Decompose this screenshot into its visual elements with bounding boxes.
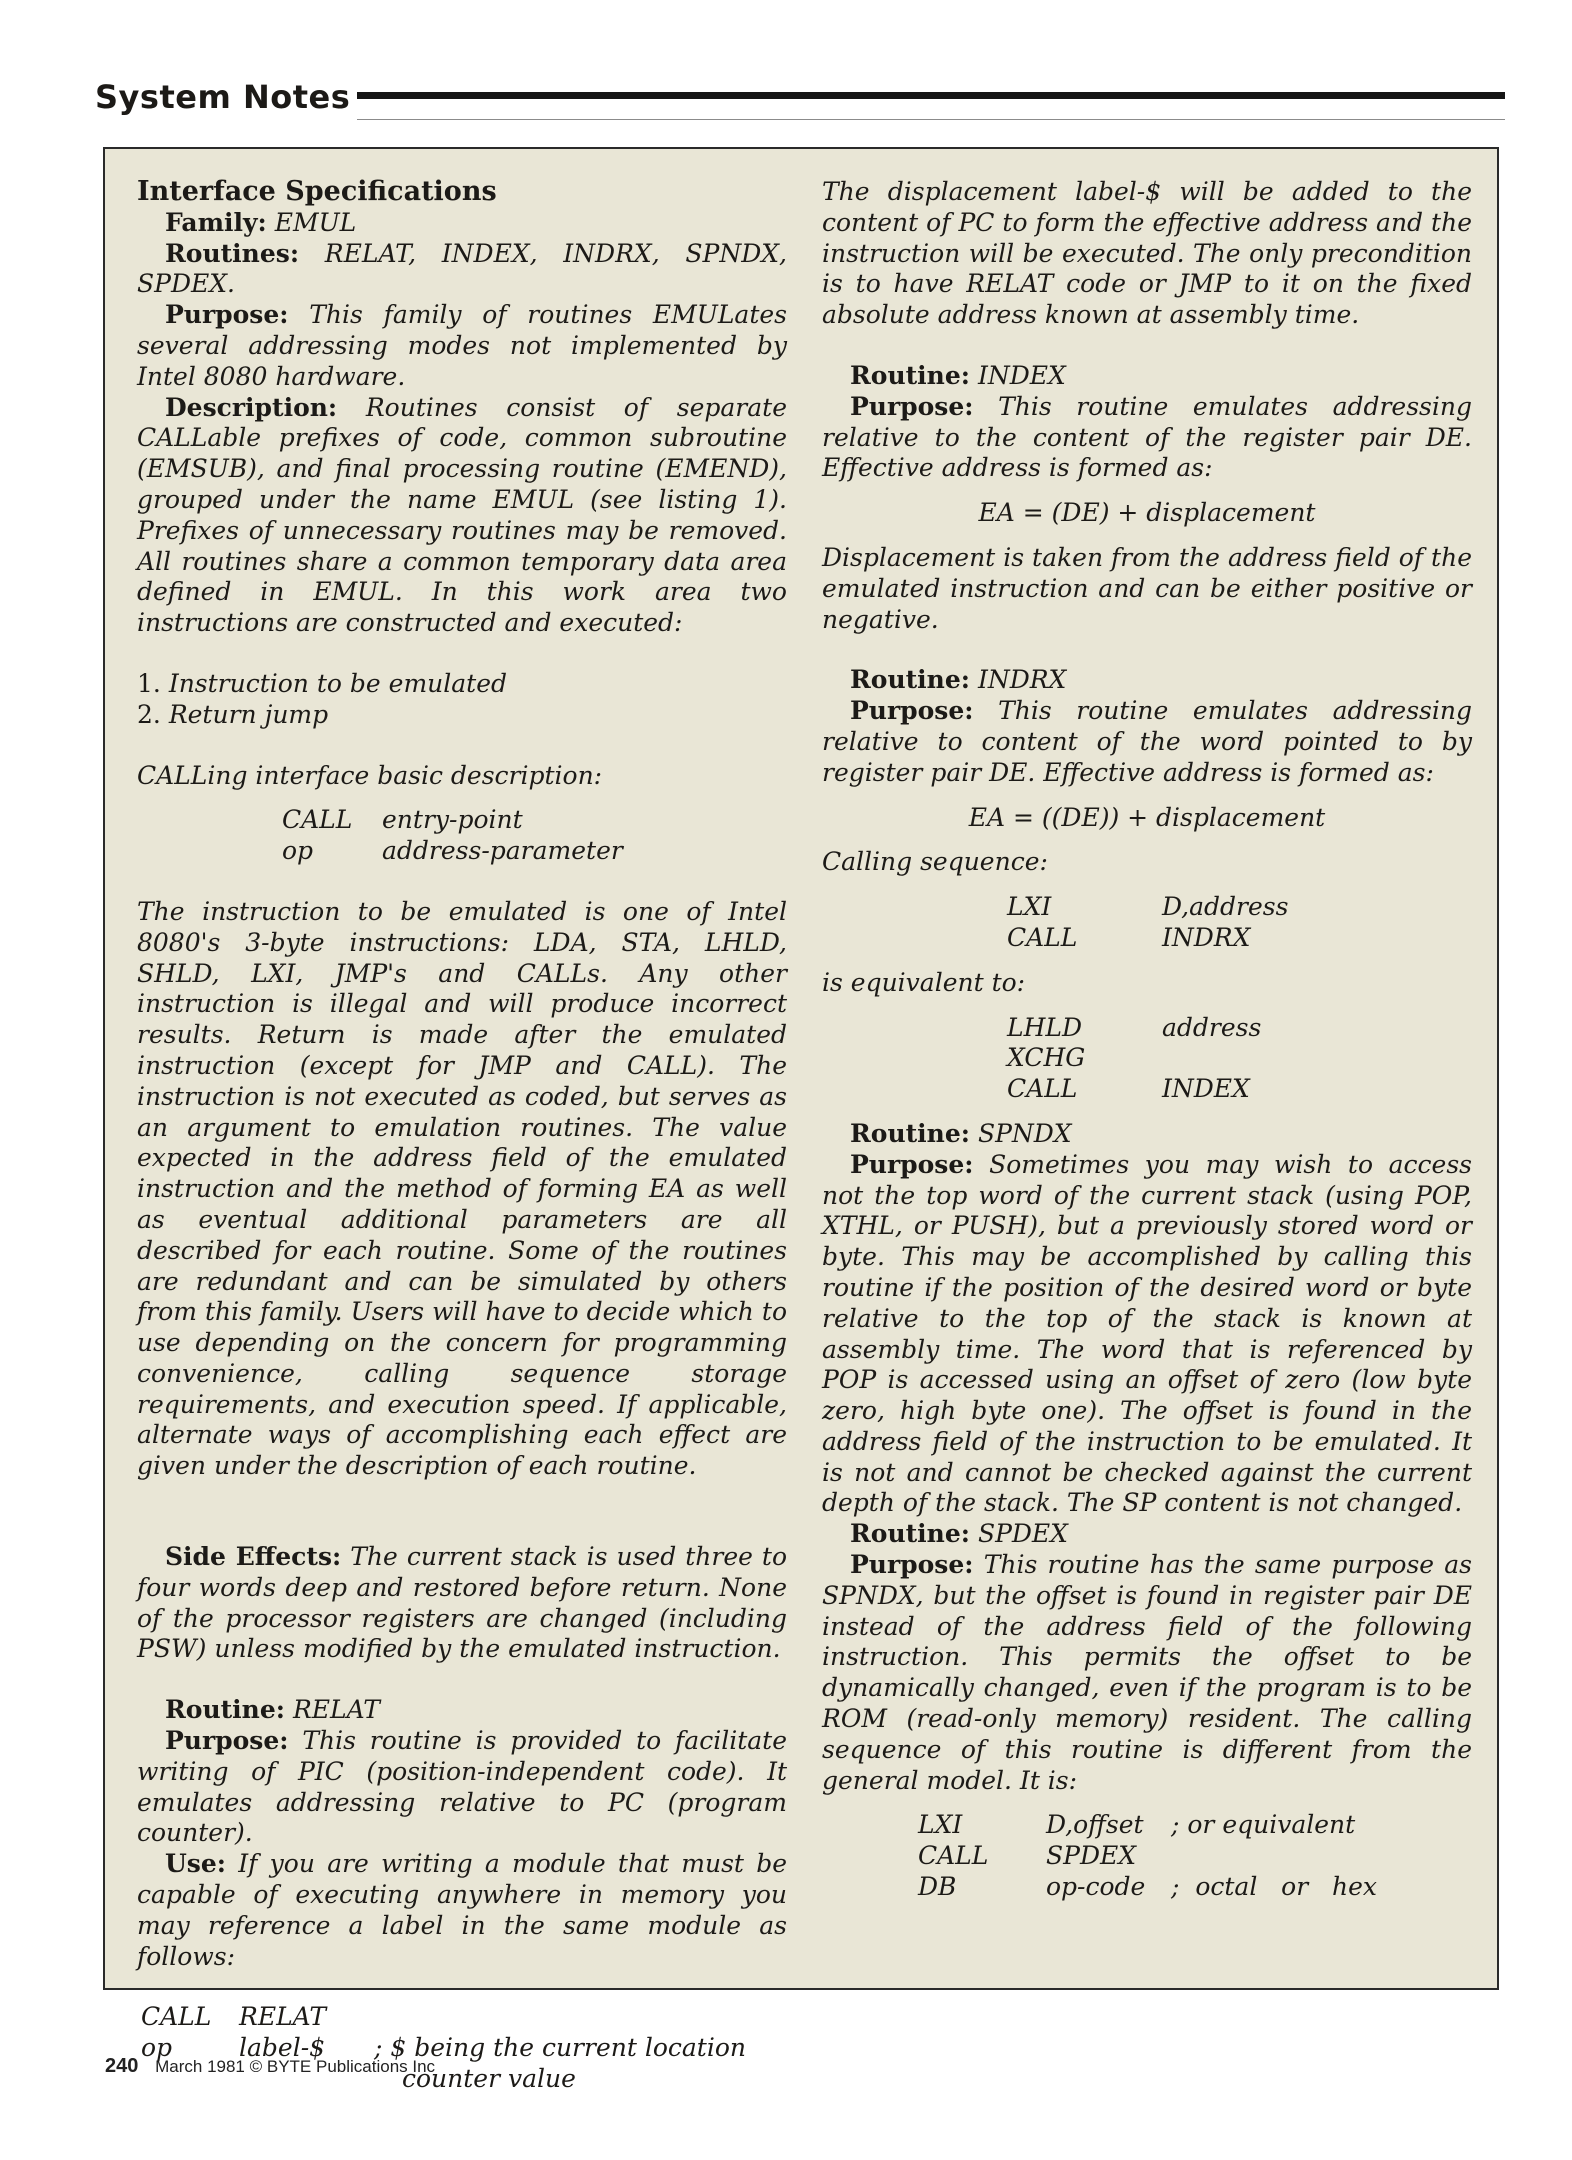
indrx-purpose-paragraph: Purpose: This routine emulates addressing relative to content of the word pointed to by register pair DE. Effective address is formed as: (822, 696, 1472, 787)
equivalent-code-block: LHLD address XCHG CALL INDEX (1007, 1012, 1262, 1104)
footer-credit: March 1981 © BYTE Publications Inc (155, 2057, 436, 2076)
header-rule-thin (357, 119, 1505, 120)
spdex-purpose-paragraph: Purpose: This routine has the same purpose as SPNDX, but the offset is found in register pair DE instead of the address field of the following instruction. This permits the offset to be dynamically changed, even if the program is to be ROM (read-only memory) resident. The calling sequence of this routine is different from the general model. It is: (822, 1550, 1472, 1795)
spdex-code-block: LXI D,offset ; or equivalent CALL SPDEX DB op-code ; octal or hex (918, 1810, 1377, 1902)
calling-code-block: CALL entry-point op address-parameter (282, 805, 623, 866)
list-item: 2. Return jump (137, 699, 329, 729)
family-line: Family: EMUL (165, 207, 357, 237)
index-purpose-paragraph: Purpose: This routine emulates addressing relative to the content of the register pair DE. Effective address is formed as: (822, 391, 1472, 483)
relat-continuation: The displacement label-$ will be added to the content of PC to form the effective address and the instruction will be executed. The only precondition is to have RELAT code or JMP to it on the fixed absolute address known at assembly time. (822, 177, 1472, 330)
spndx-routine-line: Routine: SPNDX (850, 1118, 1072, 1148)
routines-line: Routines: RELAT, INDEX, INDRX, SPNDX, SPDEX. (137, 238, 787, 299)
purpose-paragraph: Purpose: This family of routines EMULates several addressing modes not implemented by Intel 8080 hardware. (137, 300, 787, 391)
page-footer (105, 2055, 435, 2078)
relat-routine-line: Routine: RELAT (165, 1695, 380, 1725)
indrx-formula: EA = ((DE)) + displacement (968, 802, 1326, 832)
index-formula: EA = (DE) + displacement (978, 498, 1316, 528)
indrx-routine-line: Routine: INDRX (850, 665, 1067, 695)
spdex-routine-line: Routine: SPDEX (850, 1519, 1068, 1549)
list-item: 1. Instruction to be emulated (137, 668, 507, 698)
side-effects-paragraph: Side Effects: The current stack is used three to four words deep and restored before return. None of the processor registers are changed (including PSW) unless modified by the emulated instruction. (137, 1542, 787, 1664)
calling-sequence-label: Calling sequence: (822, 847, 1048, 877)
right-column (822, 177, 1472, 1903)
left-column (137, 177, 787, 2095)
indrx-code-block: LXI D,address CALL INDRX (1007, 892, 1289, 952)
numbered-list (137, 669, 787, 731)
body-paragraph: The instruction to be emulated is one of Intel 8080's 3-byte instructions: LDA, STA, LHLD, SHLD, LXI, JMP's and CALLs. Any other instruction is illegal and will produce incorrect results. Return is made after the emulated instruction (except for JMP and CALL). The instruction is not executed as coded, but serves as an argument to emulation routines. The value expected in the address field of the emulated instruction and the method of forming EA as well as eventual additional parameters are all described for each routine. Some of the routines are redundant and can be simulated by others from this family. Users will have to decide which to use depending on the concern for programming convenience, calling sequence storage requirements, and execution speed. If applicable, alternate ways of accomplishing each effect are given under the description of each routine. (137, 896, 787, 1481)
page-header (95, 78, 1505, 114)
index-routine-line: Routine: INDEX (850, 360, 1066, 390)
equivalent-label: is equivalent to: (822, 967, 1026, 997)
section-title: System Notes (95, 78, 351, 116)
relat-use-paragraph: Use: If you are writing a module that must be capable of executing anywhere in memory you may reference a label in the same module as follows: (137, 1849, 787, 1971)
header-rule (357, 92, 1505, 99)
index-after: Displacement is taken from the address field of the emulated instruction and can be either positive or negative. (822, 542, 1472, 634)
page-number: 240 (105, 2055, 139, 2077)
interface-heading: Interface Specifications (137, 176, 497, 207)
calling-intro: CALLing interface basic description: (137, 760, 603, 790)
relat-purpose-paragraph: Purpose: This routine is provided to facilitate writing of PIC (position-independent code). It emulates addressing relative to PC (program counter). (137, 1726, 787, 1848)
relat-code-block: CALL RELAT op label-$ ; $ being the current location counter value (141, 2002, 746, 2094)
description-paragraph: Description: Routines consist of separate CALLable prefixes of code, common subroutine (EMSUB), and final processing routine (EMEND), grouped under the name EMUL (see listing 1). Prefixes of unnecessary routines may be removed. All routines share a common temporary data area defined in EMUL. In this work area two instructions are constructed and executed: (137, 392, 787, 638)
spndx-purpose-paragraph: Purpose: Sometimes you may wish to access not the top word of the current stack (using POP, XTHL, or PUSH), but a previously stored word or byte. This may be accomplished by calling this routine if the position of the desired word or byte relative to the top of the stack is known at assembly time. The word that is referenced by POP is accessed using an offset of zero (low byte zero, high byte one). The offset is found in the address field of the instruction to be emulated. It is not and cannot be checked against the current depth of the stack. The SP content is not changed. (822, 1149, 1472, 1518)
